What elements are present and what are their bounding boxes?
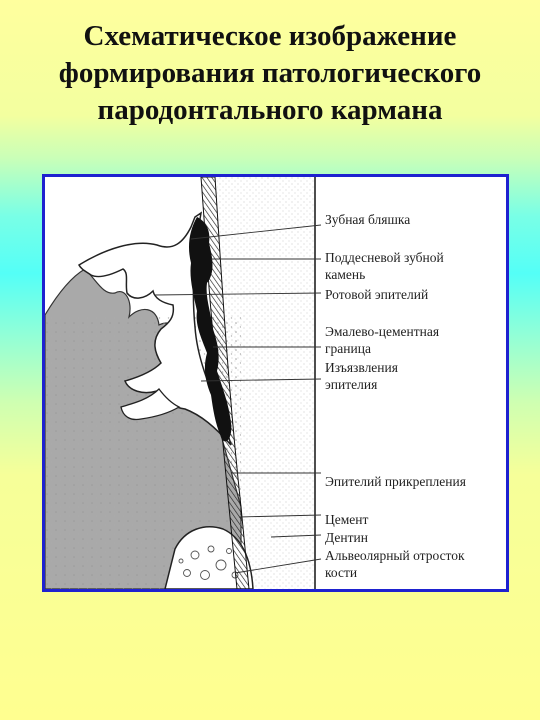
- label-cemento-enamel-junction: Эмалево-цементная граница: [325, 324, 440, 356]
- title-line-1: Схематическое изображение: [83, 20, 457, 52]
- label-dentin: Дентин: [325, 530, 368, 545]
- label-dental-plaque: Зубная бляшка: [325, 212, 411, 227]
- diagram-drawing: [45, 177, 506, 589]
- label-attachment-epithelium: Эпителий прикрепления: [325, 474, 466, 489]
- label-epithelial-ulceration: Изъязвления эпителия: [325, 360, 398, 392]
- title-line-2: формирования патологического: [58, 57, 482, 89]
- label-oral-epithelium: Ротовой эпителий: [325, 287, 429, 302]
- label-cementum: Цемент: [325, 512, 369, 527]
- title-line-3: пародонтального кармана: [97, 94, 443, 126]
- label-subgingival-calculus: Поддесневой зубной камень: [325, 250, 444, 282]
- page-title: [0, 18, 540, 129]
- label-alveolar-process: Альвеолярный отросток кости: [325, 548, 465, 580]
- periodontal-pocket-diagram: [42, 174, 509, 592]
